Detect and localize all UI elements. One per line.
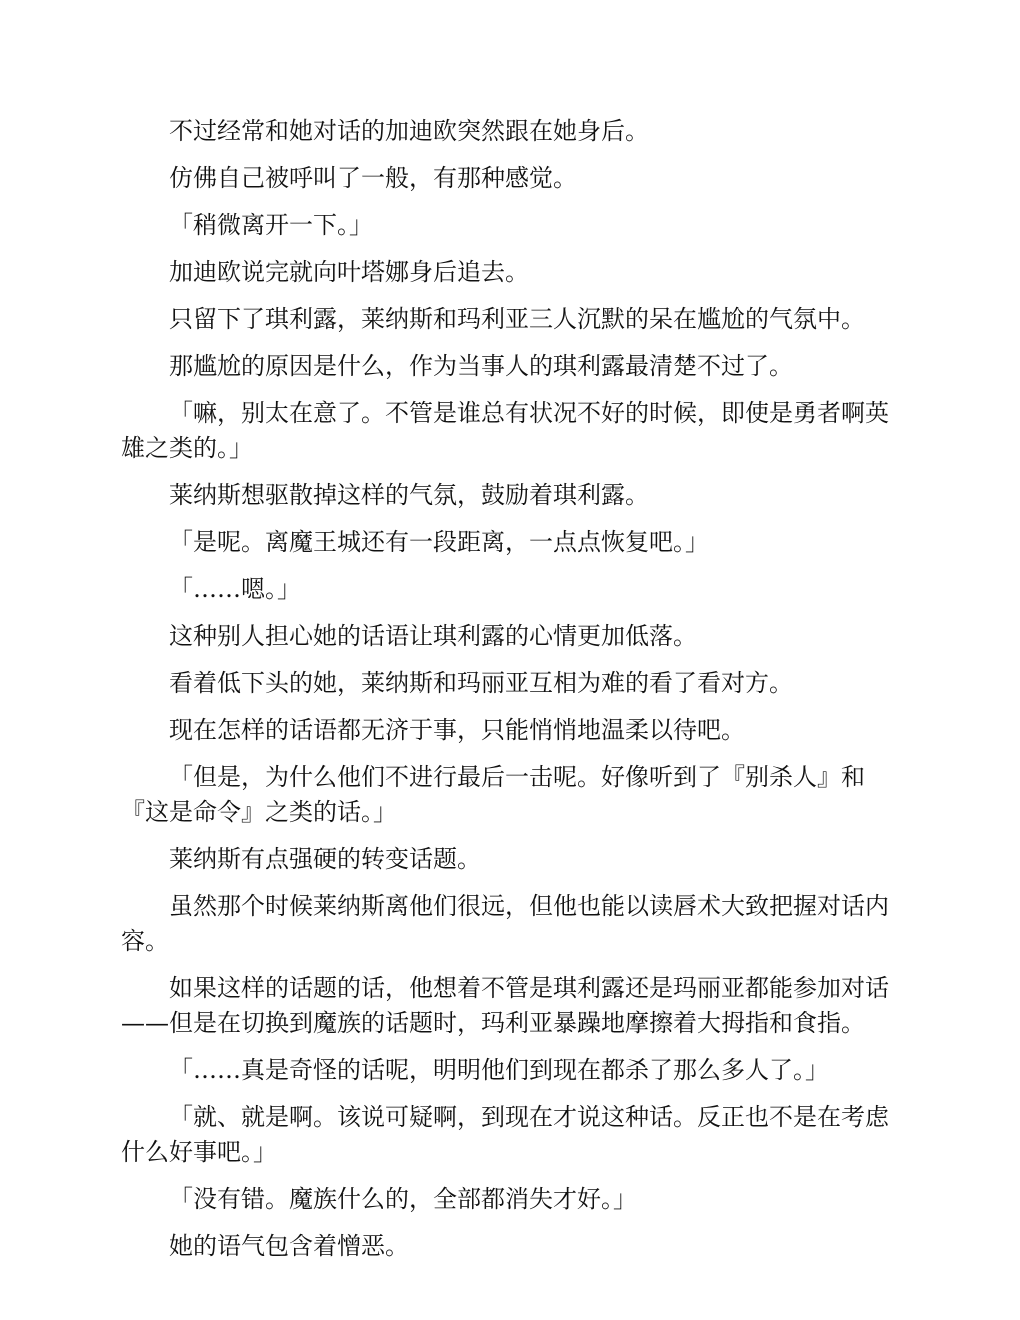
paragraph: 「就、就是啊。该说可疑啊，到现在才说这种话。反正也不是在考虑什么好事吧。」 — [121, 1103, 889, 1166]
paragraph: 莱纳斯想驱散掉这样的气氛，鼓励着琪利露。 — [169, 481, 649, 509]
paragraph: 现在怎样的话语都无济于事，只能悄悄地温柔以待吧。 — [169, 716, 745, 744]
paragraph: 「……嗯。」 — [169, 575, 301, 603]
paragraph: 如果这样的话题的话，他想着不管是琪利露还是玛丽亚都能参加对话——但是在切换到魔族的话题时，玛利亚暴躁地摩擦着大拇指和食指。 — [121, 974, 889, 1037]
paragraph: 「……真是奇怪的话呢，明明他们到现在都杀了那么多人了。」 — [169, 1056, 829, 1084]
paragraph: 她的语气包含着憎恶。 — [169, 1232, 409, 1260]
paragraph: 「没有错。魔族什么的，全部都消失才好。」 — [169, 1185, 637, 1213]
paragraph: 这种别人担心她的话语让琪利露的心情更加低落。 — [169, 622, 697, 650]
paragraph: 不过经常和她对话的加迪欧突然跟在她身后。 — [169, 117, 649, 145]
paragraph: 虽然那个时候莱纳斯离他们很远，但他也能以读唇术大致把握对话内容。 — [121, 892, 889, 955]
document-body — [121, 114, 897, 1264]
paragraph: 「稍微离开一下。」 — [169, 211, 373, 239]
paragraph: 「是呢。离魔王城还有一段距离，一点点恢复吧。」 — [169, 528, 709, 556]
paragraph: 看着低下头的她，莱纳斯和玛丽亚互相为难的看了看对方。 — [169, 669, 793, 697]
paragraph: 「嘛，别太在意了。不管是谁总有状况不好的时候，即使是勇者啊英雄之类的。」 — [121, 399, 889, 462]
paragraph: 莱纳斯有点强硬的转变话题。 — [169, 845, 481, 873]
paragraph: 仿佛自己被呼叫了一般，有那种感觉。 — [169, 164, 577, 192]
paragraph: 只留下了琪利露，莱纳斯和玛利亚三人沉默的呆在尴尬的气氛中。 — [169, 305, 865, 333]
paragraph: 加迪欧说完就向叶塔娜身后追去。 — [169, 258, 529, 286]
paragraph: 「但是，为什么他们不进行最后一击呢。好像听到了『别杀人』和『这是命令』之类的话。」 — [121, 763, 865, 826]
paragraph: 那尴尬的原因是什么，作为当事人的琪利露最清楚不过了。 — [169, 352, 793, 380]
